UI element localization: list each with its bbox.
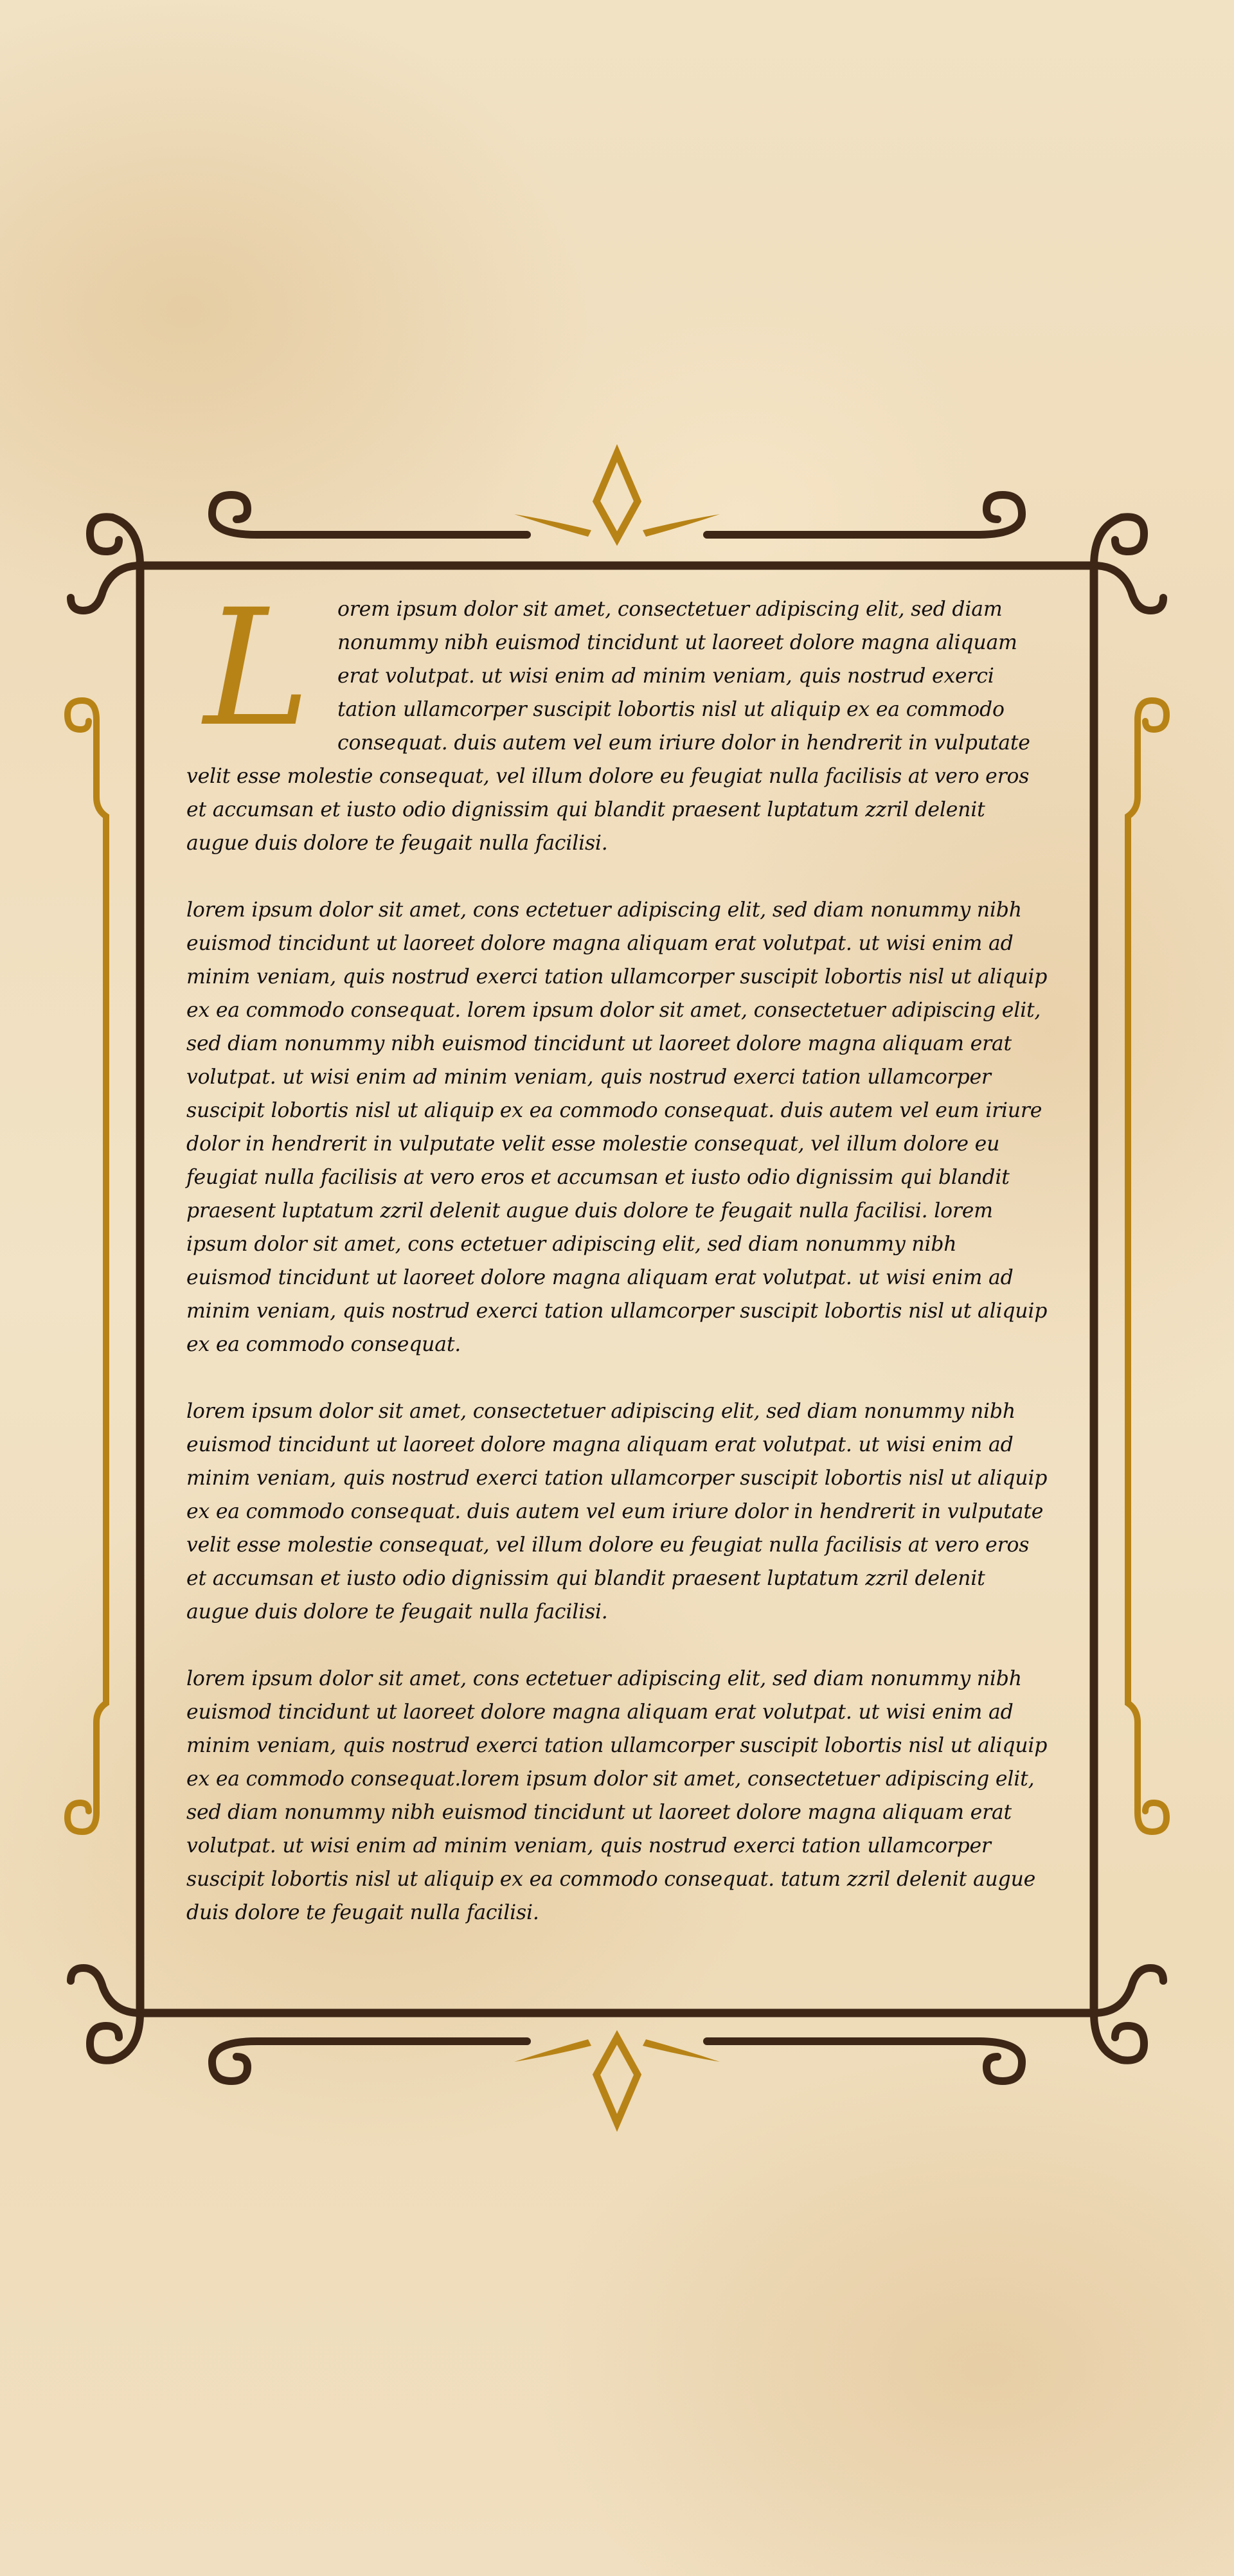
body-text (186, 575, 1048, 1963)
left-side-bracket-icon (67, 701, 106, 1832)
paragraph-4: lorem ipsum dolor sit amet, cons ectetuer adipiscing elit, sed diam nonummy nibh euismod tincidunt ut laoreet dolore magna aliquam erat volutpat. ut wisi enim ad minim veniam, quis nostrud exerci tation ullamcorper suscipit lobortis nisl ut aliquip ex ea commodo consequat.lorem ipsum dolor sit amet, consectetuer adipiscing elit, sed diam nonummy nibh euismod tincidunt ut laoreet dolore magna aliquam erat volutpat. ut wisi enim ad minim veniam, quis nostrud exerci tation ullamcorper suscipit lobortis nisl ut aliquip ex ea commodo consequat. tatum zzril delenit augue duis dolore te feugait nulla facilisi. (186, 1667, 1048, 1924)
paragraph-2: lorem ipsum dolor sit amet, cons ectetuer adipiscing elit, sed diam nonummy nibh euismod tincidunt ut laoreet dolore magna aliquam erat volutpat. ut wisi enim ad minim veniam, quis nostrud exerci tation ullamcorper suscipit lobortis nisl ut aliquip ex ea commodo consequat. lorem ipsum dolor sit amet, consectetuer adipiscing elit, sed diam nonummy nibh euismod tincidunt ut laoreet dolore magna aliquam erat volutpat. ut wisi enim ad minim veniam, quis nostrud exerci tation ullamcorper suscipit lobortis nisl ut aliquip ex ea commodo consequat. duis autem vel eum iriure dolor in hendrerit in vulputate velit esse molestie consequat, vel illum dolore eu feugiat nulla facilisis at vero eros et accumsan et iusto odio dignissim qui blandit praesent luptatum zzril delenit augue duis dolore te feugait nulla facilisi. lorem ipsum dolor sit amet, cons ectetuer adipiscing elit, sed diam nonummy nibh euismod tincidunt ut laoreet dolore magna aliquam erat volutpat. ut wisi enim ad minim veniam, quis nostrud exerci tation ullamcorper suscipit lobortis nisl ut aliquip ex ea commodo consequat. (186, 899, 1048, 1356)
right-side-bracket-icon (1128, 701, 1167, 1832)
bottom-diamond-flourish-icon (514, 2037, 720, 2123)
paragraph-3: lorem ipsum dolor sit amet, consectetuer adipiscing elit, sed diam nonummy nibh euismod tincidunt ut laoreet dolore magna aliquam erat volutpat. ut wisi enim ad minim veniam, quis nostrud exerci tation ullamcorper suscipit lobortis nisl ut aliquip ex ea commodo consequat. duis autem vel eum iriure dolor in hendrerit in vulputate velit esse molestie consequat, vel illum dolore eu feugiat nulla facilisis at vero eros et accumsan et iusto odio dignissim qui blandit praesent luptatum zzril delenit augue duis dolore te feugait nulla facilisi. (186, 1400, 1048, 1623)
paragraph-1 (186, 575, 1048, 860)
drop-cap: L (204, 575, 310, 762)
top-diamond-flourish-icon (514, 453, 720, 539)
paragraph-1-text: orem ipsum dolor sit amet, consectetuer adipiscing elit, sed diam nonummy nibh euismod tincidunt ut laoreet dolore magna aliquam erat volutpat. ut wisi enim ad minim veniam, quis nostrud exerci tation ullamcorper suscipit lobortis nisl ut aliquip ex ea commodo consequat. duis autem vel eum iriure dolor in hendrerit in vulputate velit esse molestie consequat, vel illum dolore eu feugiat nulla facilisis at vero eros et accumsan et iusto odio dignissim qui blandit praesent luptatum zzril delenit augue duis dolore te feugait nulla facilisi. (186, 598, 1030, 855)
